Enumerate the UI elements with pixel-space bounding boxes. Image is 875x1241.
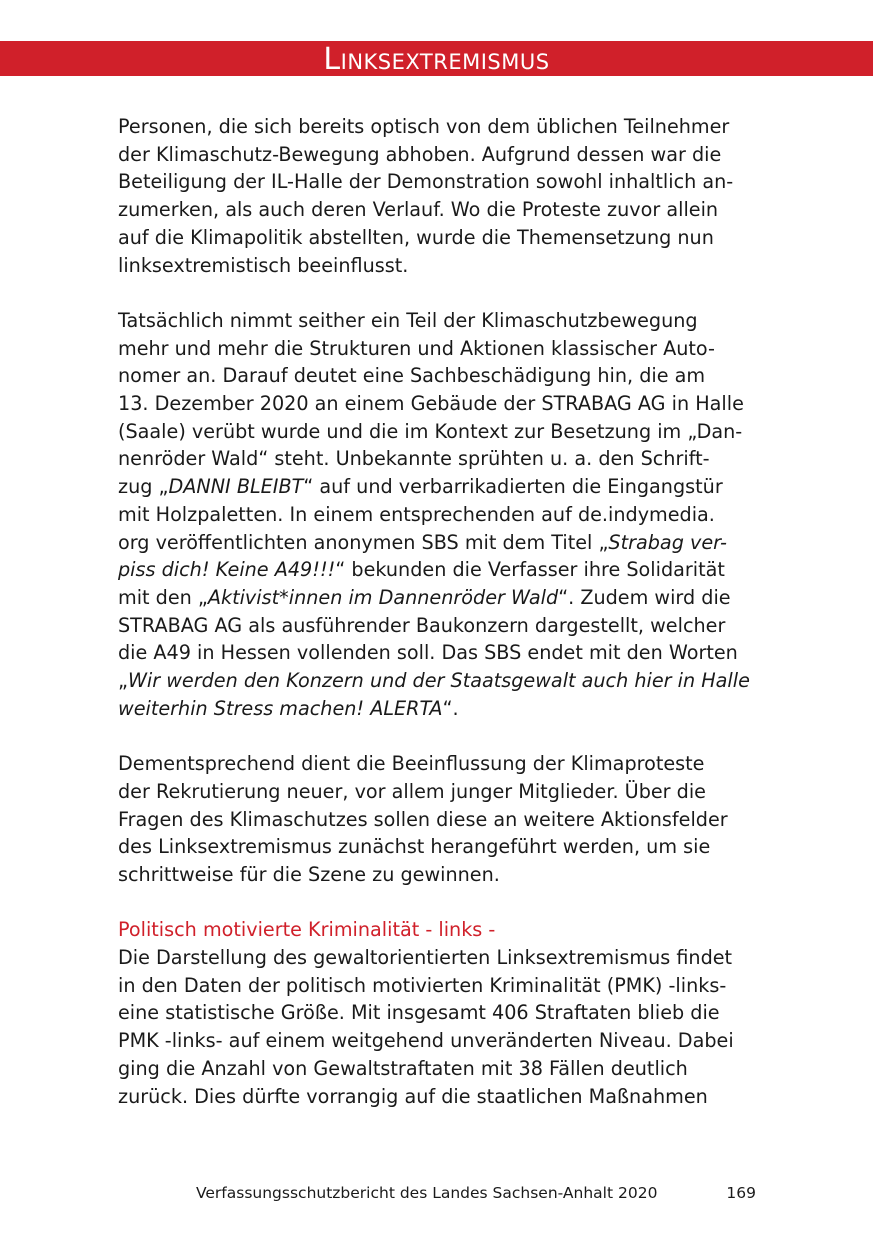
paragraph-3	[118, 750, 760, 889]
text-line: eine statistische Größe. Mit insgesamt 406 Straftaten blieb die	[118, 1001, 720, 1025]
paragraph-gap	[118, 889, 760, 917]
text-line: (Saale) verübt wurde und die im Kontext zur Besetzung im „Dan-	[118, 419, 743, 443]
text-line: Die Darstellung des gewaltorientierten Linksextremismus findet	[118, 946, 733, 970]
paragraph-gap	[118, 722, 760, 750]
text-line: schrittweise für die Szene zu gewinnen.	[118, 862, 500, 886]
text-line: des Linksextremismus zunächst herangeführt werden, um sie	[118, 835, 711, 859]
text-line: nomer an. Darauf deutet eine Sachbeschädigung hin, die am	[118, 364, 706, 388]
text-run: “. Zudem wird die	[558, 585, 731, 609]
quote-emphasis: Aktivist*innen im Dannenröder Wald	[207, 585, 559, 609]
page-content	[118, 113, 760, 1110]
quote-emphasis: Wir werden den Konzern und der Staatsgewalt auch hier in Halle	[127, 669, 750, 693]
text-line: Beteiligung der IL-Halle der Demonstration sowohl inhaltlich an-	[118, 170, 734, 194]
text-line: Personen, die sich bereits optisch von dem üblichen Teilnehmer	[118, 115, 730, 138]
text-line: 13. Dezember 2020 an einem Gebäude der STRABAG AG in Halle	[118, 392, 744, 416]
chapter-header-bar	[0, 41, 873, 76]
text-line	[118, 529, 760, 557]
text-run: “.	[442, 696, 459, 720]
text-run: zug „	[118, 475, 169, 499]
text-line: STRABAG AG als ausführender Baukonzern dargestellt, welcher	[118, 613, 726, 637]
text-line: zurück. Dies dürfte vorrangig auf die staatlichen Maßnahmen	[118, 1084, 708, 1108]
text-line: mehr und mehr die Strukturen und Aktionen klassischer Auto-	[118, 336, 715, 360]
text-run: org veröffentlichten anonymen SBS mit dem Titel „	[118, 530, 609, 554]
paragraph-gap	[118, 279, 760, 307]
text-line: der Rekrutierung neuer, vor allem junger Mitglieder. Über die	[118, 779, 706, 803]
text-line: die A49 in Hessen vollenden soll. Das SBS endet mit den Worten	[118, 641, 738, 665]
paragraph-1	[118, 113, 760, 279]
text-line: linksextremistisch beeinflusst.	[118, 253, 409, 277]
text-run: „	[118, 669, 128, 693]
text-line: Dementsprechend dient die Beeinflussung der Klimaproteste	[118, 752, 705, 776]
text-line: auf die Klimapolitik abstellten, wurde die Themensetzung nun	[118, 225, 714, 249]
text-line: PMK -links- auf einem weitgehend unveränderten Niveau. Dabei	[118, 1029, 734, 1053]
text-run: “ bekunden die Verfasser ihre Solidarität	[335, 558, 725, 582]
quote-emphasis: piss dich! Keine A49!!!	[118, 558, 336, 582]
text-line: mit Holzpaletten. In einem entsprechenden auf de.indymedia.	[118, 502, 715, 526]
chapter-title: Linksextremismus	[323, 42, 550, 77]
text-line	[118, 584, 760, 612]
text-line: Fragen des Klimaschutzes sollen diese an weitere Aktionsfelder	[118, 807, 728, 831]
text-line: nenröder Wald“ steht. Unbekannte sprühten u. a. den Schrift-	[118, 447, 710, 471]
text-line	[118, 473, 760, 501]
section-heading: Politisch motivierte Kriminalität - links -	[118, 918, 496, 942]
text-line	[118, 695, 760, 723]
page-number: 169	[726, 1184, 756, 1202]
text-line: Tatsächlich nimmt seither ein Teil der Klimaschutzbewegung	[118, 308, 698, 332]
text-run: mit den „	[118, 585, 208, 609]
text-line: der Klimaschutz-Bewegung abhoben. Aufgrund dessen war die	[118, 142, 722, 166]
text-line	[118, 667, 760, 695]
text-line: in den Daten der politisch motivierten Kriminalität (PMK) -links-	[118, 973, 727, 997]
quote-emphasis: DANNI BLEIBT	[168, 475, 304, 499]
quote-emphasis: weiterhin Stress machen! ALERTA	[118, 696, 443, 720]
text-line: zumerken, als auch deren Verlauf. Wo die Proteste zuvor allein	[118, 198, 719, 222]
text-line	[118, 556, 760, 584]
text-line: ging die Anzahl von Gewaltstraftaten mit 38 Fällen deutlich	[118, 1056, 688, 1080]
footer-title: Verfassungsschutzbericht des Landes Sachsen-Anhalt 2020	[196, 1184, 658, 1202]
quote-emphasis: Strabag ver-	[608, 530, 727, 554]
text-run: “ auf und verbarrikadierten die Eingangstür	[303, 475, 723, 499]
paragraph-2	[118, 307, 760, 723]
section-paragraph	[118, 944, 760, 1110]
